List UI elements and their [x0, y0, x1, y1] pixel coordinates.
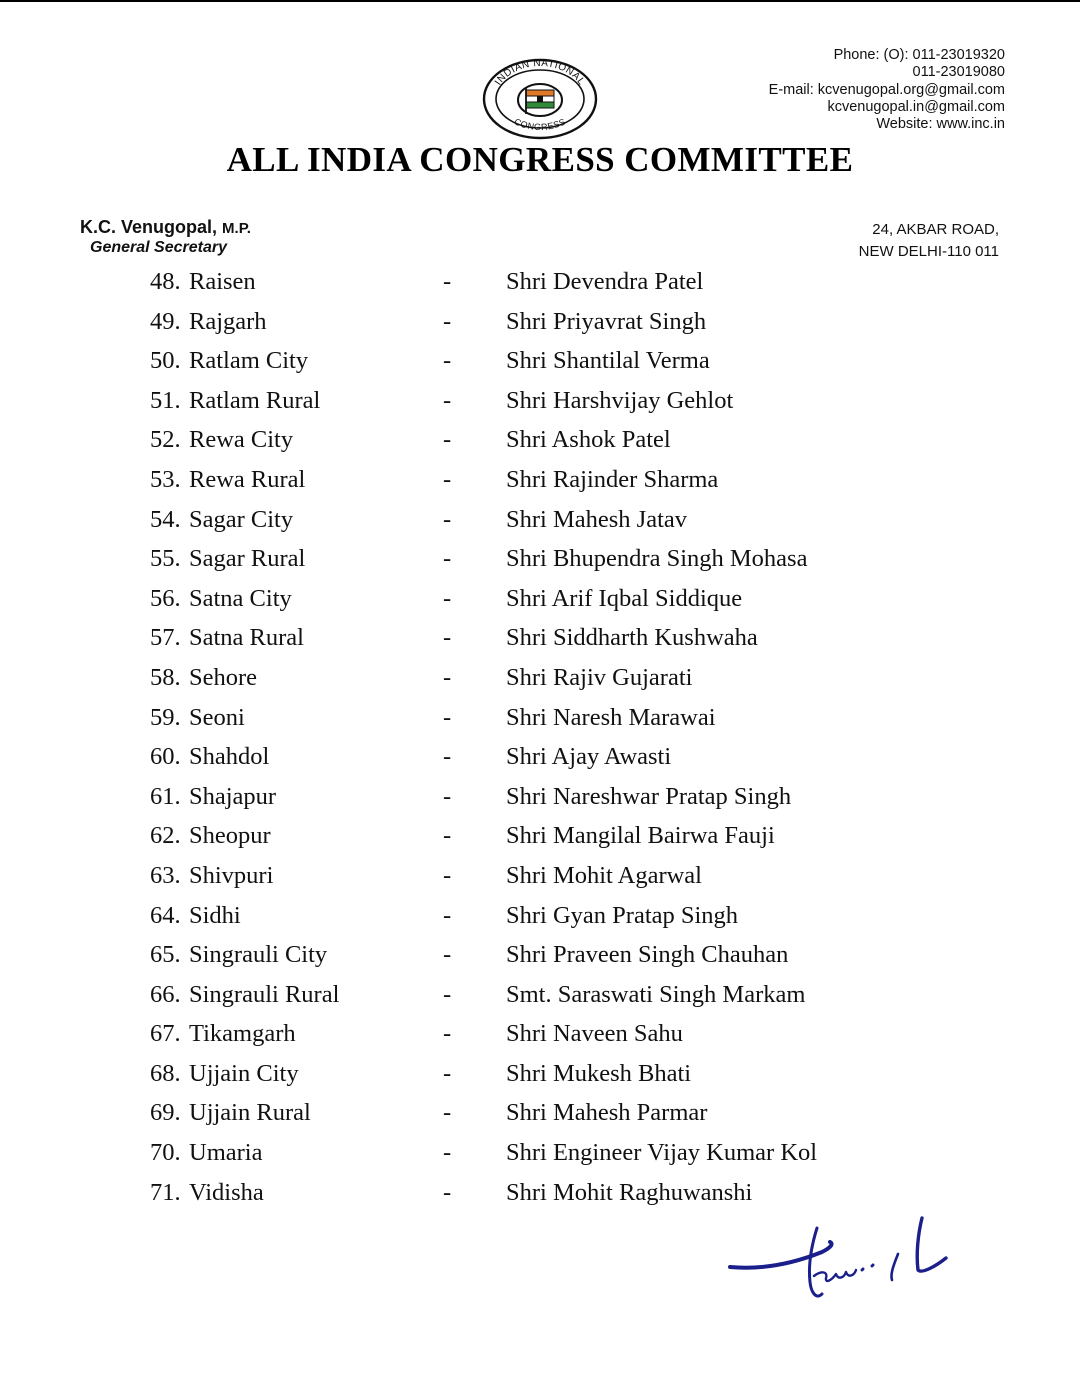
item-number: 59. [150, 703, 181, 731]
list-item [0, 1097, 1080, 1137]
phone-line-2: 011-23019080 [912, 64, 1005, 81]
district-name: Singrauli Rural [189, 980, 340, 1008]
sender-block [80, 217, 251, 257]
appointee-name: Shri Mangilal Bairwa Fauji [506, 822, 775, 850]
email-line-2: kcvenugopal.in@gmail.com [827, 98, 1005, 115]
appointee-name: Shri Mohit Raghuwanshi [506, 1178, 753, 1206]
separator-dash: - [443, 941, 452, 969]
list-item [0, 702, 1080, 742]
separator-dash: - [443, 782, 452, 810]
appointee-name: Shri Rajinder Sharma [506, 465, 719, 493]
separator-dash: - [443, 465, 452, 493]
separator-dash: - [443, 822, 452, 850]
district-name: Sagar City [189, 505, 294, 533]
item-number: 64. [150, 901, 181, 929]
separator-dash: - [443, 980, 452, 1008]
separator-dash: - [443, 901, 452, 929]
district-name: Seoni [189, 703, 245, 731]
separator-dash: - [443, 268, 452, 295]
appointee-name: Shri Ashok Patel [506, 426, 671, 454]
logo-top-text: INDIAN NATIONAL [492, 58, 587, 88]
district-name: Raisen [189, 268, 256, 295]
list-item [0, 939, 1080, 979]
list-item [0, 741, 1080, 781]
separator-dash: - [443, 1099, 452, 1127]
appointee-name: Shri Bhupendra Singh Mohasa [506, 545, 808, 573]
list-item [0, 1058, 1080, 1098]
separator-dash: - [443, 347, 452, 375]
sender-name-line [80, 217, 251, 238]
district-name: Ujjain City [189, 1059, 299, 1087]
phone-line-1: Phone: (O): 011-23019320 [833, 47, 1005, 63]
separator-dash: - [443, 505, 452, 533]
item-number: 54. [150, 505, 181, 533]
item-number: 61. [150, 782, 181, 810]
item-number: 52. [150, 426, 181, 454]
address-line-1: 24, AKBAR ROAD, [872, 221, 999, 238]
list-item [0, 781, 1080, 821]
sender-name: K.C. Venugopal, [80, 217, 218, 237]
list-item [0, 1177, 1080, 1217]
contact-details [769, 47, 1005, 133]
separator-dash: - [443, 861, 452, 889]
district-name: Ujjain Rural [189, 1099, 311, 1127]
item-number: 66. [150, 980, 181, 1008]
district-name: Satna Rural [189, 624, 304, 652]
appointee-name: Shri Naresh Marawai [506, 703, 716, 731]
district-name: Sidhi [189, 901, 241, 929]
item-number: 69. [150, 1099, 181, 1127]
item-number: 62. [150, 822, 181, 850]
separator-dash: - [443, 1020, 452, 1048]
separator-dash: - [443, 426, 452, 454]
appointee-name: Shri Praveen Singh Chauhan [506, 941, 789, 969]
appointment-list [0, 266, 1080, 1216]
separator-dash: - [443, 307, 452, 335]
list-item [0, 504, 1080, 544]
item-number: 68. [150, 1059, 181, 1087]
item-number: 55. [150, 545, 181, 573]
appointee-name: Shri Mahesh Parmar [506, 1099, 708, 1127]
district-name: Vidisha [189, 1178, 264, 1206]
separator-dash: - [443, 663, 452, 691]
appointee-name: Shri Gyan Pratap Singh [506, 901, 739, 929]
item-number: 51. [150, 386, 181, 414]
appointee-name: Shri Shantilal Verma [506, 347, 710, 375]
appointee-name: Shri Siddharth Kushwaha [506, 624, 758, 652]
district-name: Sagar Rural [189, 545, 306, 573]
district-name: Rewa Rural [189, 465, 306, 493]
appointee-name: Shri Mahesh Jatav [506, 505, 687, 533]
appointee-name: Shri Rajiv Gujarati [506, 663, 693, 691]
district-name: Satna City [189, 584, 292, 612]
district-name: Ratlam Rural [189, 386, 321, 414]
separator-dash: - [443, 386, 452, 414]
signature-icon [722, 1214, 954, 1306]
separator-dash: - [443, 1178, 452, 1206]
list-item [0, 979, 1080, 1019]
district-name: Shahdol [189, 743, 270, 771]
list-item [0, 385, 1080, 425]
district-name: Singrauli City [189, 941, 328, 969]
sender-suffix: M.P. [222, 220, 251, 237]
list-item [0, 266, 1080, 306]
item-number: 65. [150, 941, 181, 969]
separator-dash: - [443, 1139, 452, 1167]
district-name: Sheopur [189, 822, 271, 850]
list-item [0, 820, 1080, 860]
list-item [0, 424, 1080, 464]
item-number: 71. [150, 1178, 181, 1206]
separator-dash: - [443, 545, 452, 573]
appointee-name: Shri Engineer Vijay Kumar Kol [506, 1139, 818, 1167]
district-name: Rewa City [189, 426, 294, 454]
separator-dash: - [443, 743, 452, 771]
appointee-name: Shri Harshvijay Gehlot [506, 386, 734, 414]
list-item [0, 345, 1080, 385]
appointee-name: Smt. Saraswati Singh Markam [506, 980, 806, 1008]
appointee-name: Shri Mohit Agarwal [506, 861, 702, 889]
item-number: 67. [150, 1020, 181, 1048]
separator-dash: - [443, 584, 452, 612]
office-address [859, 219, 999, 263]
list-item [0, 464, 1080, 504]
top-border-line [0, 0, 1080, 2]
list-item [0, 1018, 1080, 1058]
district-name: Umaria [189, 1139, 263, 1167]
appointee-name: Shri Priyavrat Singh [506, 307, 707, 335]
item-number: 50. [150, 347, 181, 375]
logo-bottom-text: CONGRESS [512, 116, 568, 133]
item-number: 57. [150, 624, 181, 652]
item-number: 70. [150, 1139, 181, 1167]
list-item [0, 622, 1080, 662]
appointee-name: Shri Naveen Sahu [506, 1020, 683, 1048]
appointee-name: Shri Devendra Patel [506, 268, 704, 295]
item-number: 56. [150, 584, 181, 612]
list-item [0, 583, 1080, 623]
district-name: Shivpuri [189, 861, 274, 889]
district-name: Shajapur [189, 782, 277, 810]
item-number: 63. [150, 861, 181, 889]
website-line: Website: www.inc.in [876, 116, 1005, 133]
appointee-name: Shri Nareshwar Pratap Singh [506, 782, 792, 810]
list-item [0, 1137, 1080, 1177]
sender-title: General Secretary [90, 239, 227, 256]
list-item [0, 543, 1080, 583]
district-name: Sehore [189, 663, 258, 691]
item-number: 53. [150, 465, 181, 493]
district-name: Rajgarh [189, 307, 267, 335]
item-number: 58. [150, 663, 181, 691]
list-item [0, 662, 1080, 702]
item-number: 60. [150, 743, 181, 771]
appointee-name: Shri Mukesh Bhati [506, 1059, 692, 1087]
appointee-name: Shri Ajay Awasti [506, 743, 672, 771]
district-name: Ratlam City [189, 347, 309, 375]
item-number: 48. [150, 268, 181, 295]
organization-title: ALL INDIA CONGRESS COMMITTEE [226, 140, 854, 179]
district-name: Tikamgarh [189, 1020, 296, 1048]
email-line-1: E-mail: kcvenugopal.org@gmail.com [768, 81, 1005, 98]
separator-dash: - [443, 703, 452, 731]
list-item [0, 860, 1080, 900]
separator-dash: - [443, 1059, 452, 1087]
list-item [0, 306, 1080, 346]
separator-dash: - [443, 624, 452, 652]
item-number: 49. [150, 307, 181, 335]
appointee-name: Shri Arif Iqbal Siddique [506, 584, 743, 612]
list-item [0, 900, 1080, 940]
address-line-2: NEW DELHI-110 011 [858, 243, 999, 260]
congress-logo-icon [482, 58, 598, 140]
